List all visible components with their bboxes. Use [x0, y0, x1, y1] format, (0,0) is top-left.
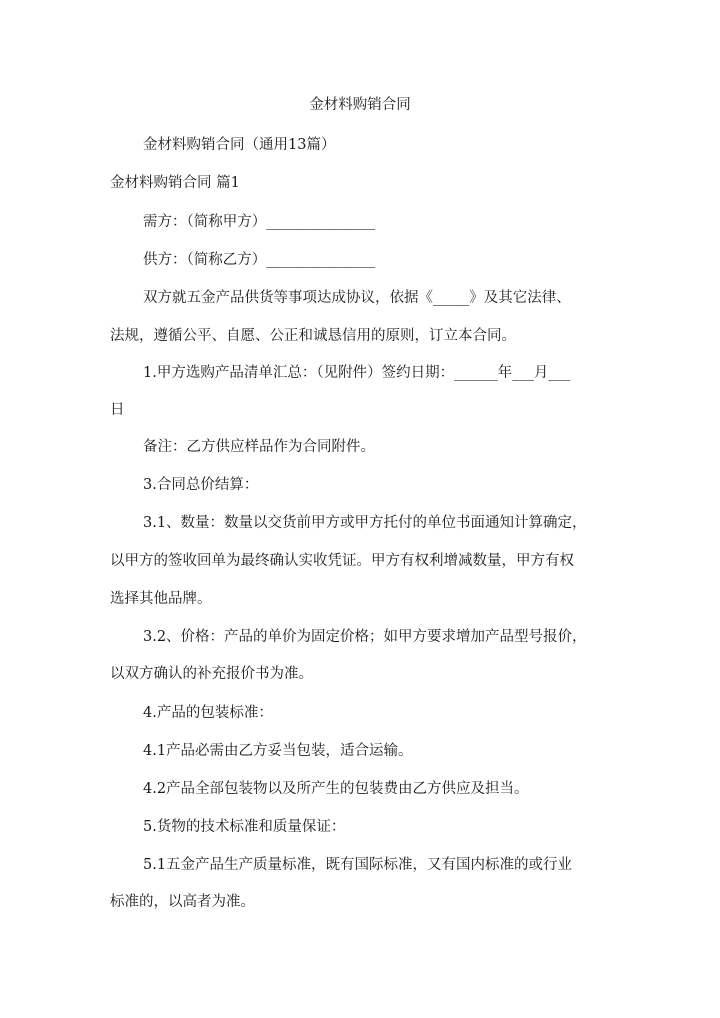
- clause-heading: 4.产品的包装标准：: [143, 705, 273, 721]
- body-line: 标准的，以高者为准。: [110, 894, 255, 910]
- seller-line: 供方：（简称乙方）_______________: [143, 252, 375, 268]
- body-line: 日: [110, 402, 125, 418]
- buyer-line: 需方：（简称甲方）_______________: [143, 214, 375, 230]
- body-line: 4.1产品必需由乙方妥当包装，适合运输。: [143, 743, 413, 759]
- body-line: 3.1、数量：数量以交货前甲方或甲方托付的单位书面通知计算确定，: [143, 515, 587, 531]
- body-line: 3.2、价格：产品的单价为固定价格；如甲方要求增加产品型号报价，: [143, 629, 587, 645]
- body-line: 1.甲方选购产品清单汇总：（见附件）签约日期：______年___月___: [143, 365, 571, 381]
- body-line: 双方就五金产品供货等事项达成协议，依据《_____》及其它法律、: [143, 290, 571, 306]
- document-title: 金材料购销合同: [309, 97, 411, 113]
- document-subtitle: 金材料购销合同（通用13篇）: [143, 137, 336, 153]
- clause-heading: 3.合同总价结算：: [143, 477, 259, 493]
- body-line: 以双方确认的补充报价书为准。: [110, 666, 313, 682]
- clause-heading: 5.货物的技术标准和质量保证：: [143, 819, 346, 835]
- body-line: 5.1五金产品生产质量标准，既有国际标准，又有国内标准的或行业: [143, 857, 573, 873]
- body-line: 以甲方的签收回单为最终确认实收凭证。甲方有权利增减数量，甲方有权: [110, 553, 574, 569]
- body-line: 法规，遵循公平、自愿、公正和诚恳信用的原则，订立本合同。: [110, 328, 516, 344]
- body-line: 4.2产品全部包装物以及所产生的包装费由乙方供应及担当。: [143, 781, 529, 797]
- section-heading: 金材料购销合同 篇1: [110, 175, 240, 191]
- body-line: 备注：乙方供应样品作为合同附件。: [143, 439, 375, 455]
- body-line: 选择其他品牌。: [110, 591, 212, 607]
